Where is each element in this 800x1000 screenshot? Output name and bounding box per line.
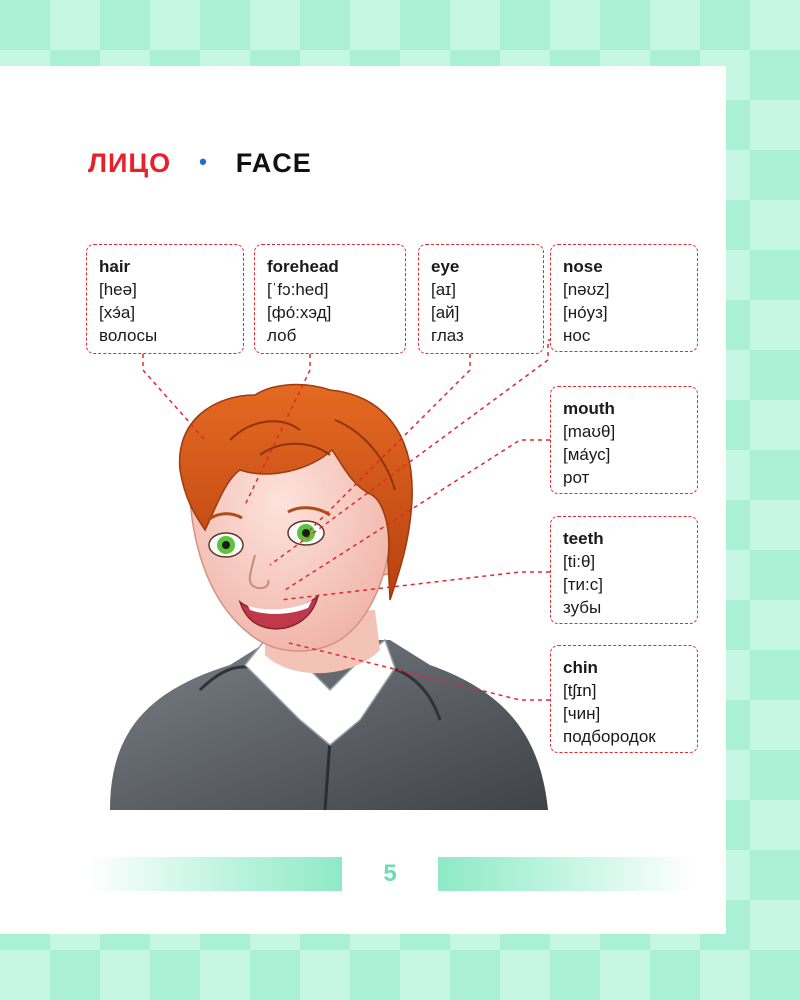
card-teeth-translation: зубы xyxy=(563,598,602,617)
card-chin-ru-pron: [чин] xyxy=(563,704,601,723)
card-eye-ipa: [aɪ] xyxy=(431,280,456,299)
card-teeth-word: teeth xyxy=(563,529,604,548)
card-hair-ipa: [heə] xyxy=(99,280,137,299)
card-chin-translation: подбородок xyxy=(563,727,656,746)
card-nose-word: nose xyxy=(563,257,603,276)
card-forehead-ru-pron: [фо́:хэд] xyxy=(267,303,332,322)
card-teeth-ru-pron: [ти:с] xyxy=(563,575,603,594)
card-teeth xyxy=(550,516,698,624)
card-nose-translation: нос xyxy=(563,326,591,345)
card-mouth-ru-pron: [ма́ус] xyxy=(563,445,611,464)
card-eye-ru-pron: [ай] xyxy=(431,303,460,322)
card-chin xyxy=(550,645,698,753)
card-hair xyxy=(86,244,244,354)
title-ru: ЛИЦО xyxy=(88,148,172,178)
card-mouth xyxy=(550,386,698,494)
card-chin-ipa: [tʃɪn] xyxy=(563,681,597,700)
footer-bar-left xyxy=(88,857,342,891)
card-hair-word: hair xyxy=(99,257,131,276)
card-forehead-ipa: [ˈfɔ:hed] xyxy=(267,280,329,299)
card-nose-ipa: [nəʊz] xyxy=(563,280,610,299)
card-eye xyxy=(418,244,544,354)
card-nose-ru-pron: [но́уз] xyxy=(563,303,608,322)
card-eye-translation: глаз xyxy=(431,326,464,345)
card-mouth-word: mouth xyxy=(563,399,615,418)
title-separator-dot: • xyxy=(199,149,208,174)
card-hair-ru-pron: [хэ́а] xyxy=(99,303,136,322)
page-number: 5 xyxy=(383,860,397,887)
card-eye-word: eye xyxy=(431,257,460,276)
card-nose xyxy=(550,244,698,352)
card-forehead-translation: лоб xyxy=(267,326,297,345)
card-forehead-word: forehead xyxy=(267,257,339,276)
footer-bar-right xyxy=(438,857,694,891)
card-chin-word: chin xyxy=(563,658,598,677)
card-mouth-ipa: [maʊθ] xyxy=(563,422,616,441)
title-en: FACE xyxy=(235,148,312,178)
card-forehead xyxy=(254,244,406,354)
card-mouth-translation: рот xyxy=(563,468,590,487)
card-hair-translation: волосы xyxy=(99,326,158,345)
card-teeth-ipa: [ti:θ] xyxy=(563,552,596,571)
